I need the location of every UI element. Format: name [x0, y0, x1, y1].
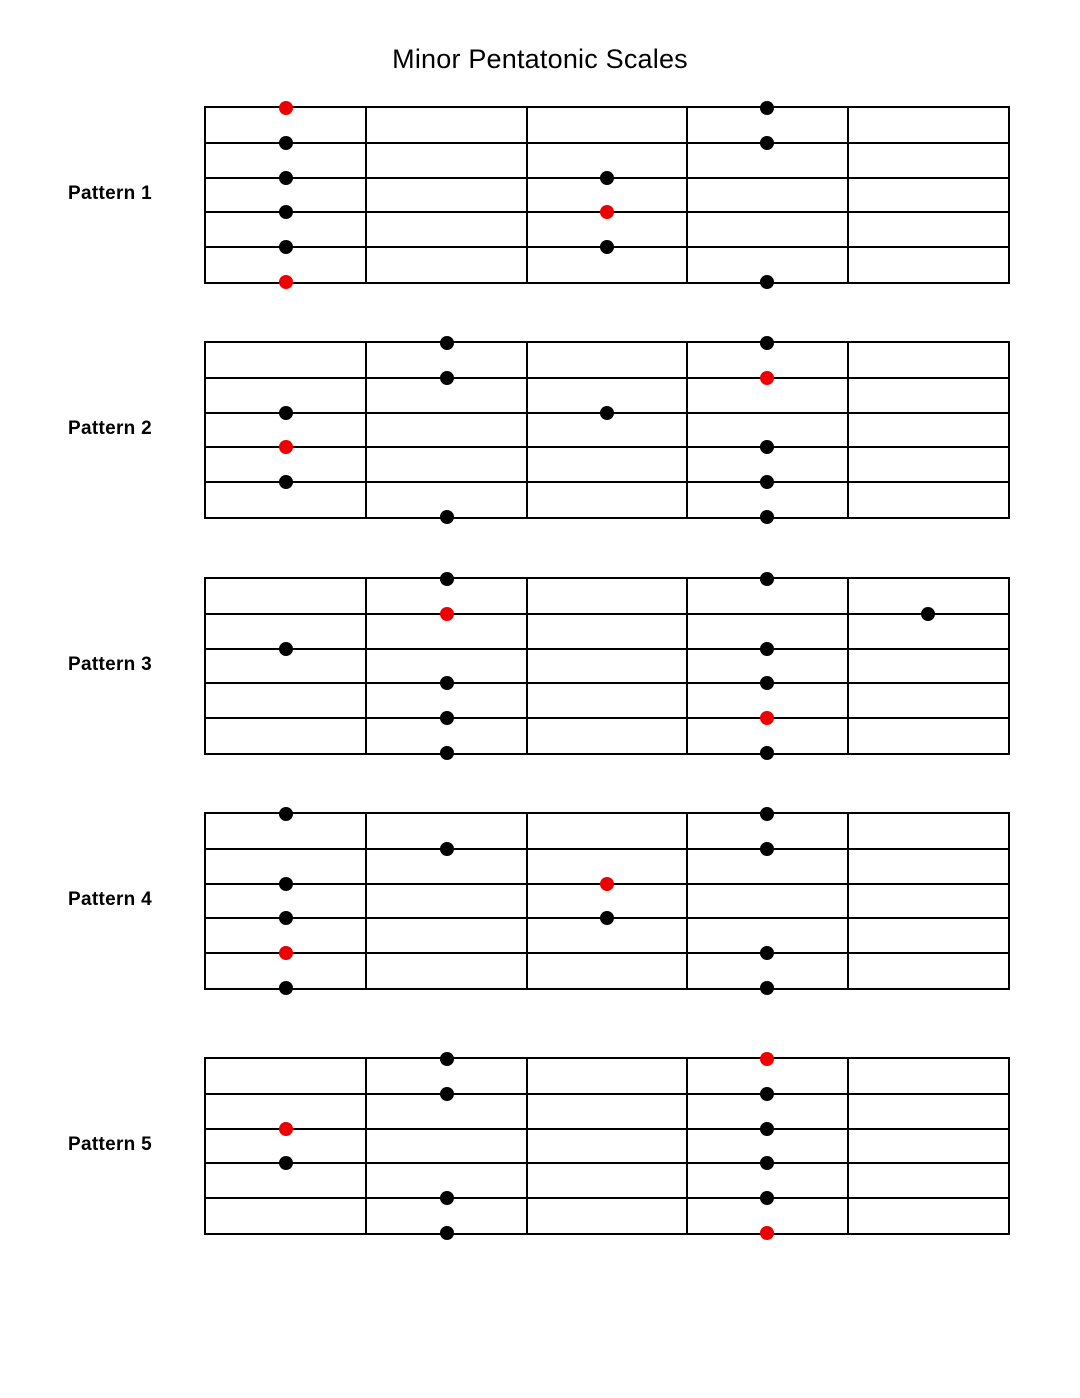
- root-note-dot: [279, 101, 293, 115]
- root-note-dot: [760, 1052, 774, 1066]
- pattern-label: Pattern 2: [68, 418, 153, 439]
- fretboard-pattern-3: [204, 577, 1010, 755]
- fret-line: [526, 108, 528, 282]
- scale-note-dot: [440, 336, 454, 350]
- fret-line: [526, 1059, 528, 1233]
- scale-note-dot: [760, 1087, 774, 1101]
- scale-note-dot: [600, 911, 614, 925]
- scale-note-dot: [440, 676, 454, 690]
- scale-note-dot: [760, 136, 774, 150]
- scale-note-dot: [760, 510, 774, 524]
- root-note-dot: [279, 440, 293, 454]
- scale-note-dot: [440, 371, 454, 385]
- fret-line: [686, 343, 688, 517]
- scale-note-dot: [440, 842, 454, 856]
- string-line: [206, 446, 1008, 448]
- scale-note-dot: [279, 877, 293, 891]
- scale-note-dot: [440, 1052, 454, 1066]
- scale-note-dot: [279, 1156, 293, 1170]
- string-line: [206, 1162, 1008, 1164]
- fretboard-pattern-2: [204, 341, 1010, 519]
- scale-note-dot: [760, 842, 774, 856]
- string-line: [206, 717, 1008, 719]
- scale-note-dot: [760, 981, 774, 995]
- scale-note-dot: [440, 1087, 454, 1101]
- scale-note-dot: [279, 911, 293, 925]
- fret-line: [526, 579, 528, 753]
- root-note-dot: [600, 205, 614, 219]
- scale-note-dot: [760, 1122, 774, 1136]
- pattern-label: Pattern 4: [68, 889, 153, 910]
- fret-line: [365, 579, 367, 753]
- root-note-dot: [279, 275, 293, 289]
- scale-note-dot: [760, 1156, 774, 1170]
- scale-note-dot: [279, 807, 293, 821]
- scale-note-dot: [760, 1191, 774, 1205]
- fret-line: [686, 108, 688, 282]
- root-note-dot: [600, 877, 614, 891]
- scale-note-dot: [279, 981, 293, 995]
- fret-line: [686, 579, 688, 753]
- scale-note-dot: [440, 510, 454, 524]
- scale-note-dot: [279, 205, 293, 219]
- root-note-dot: [440, 607, 454, 621]
- fret-line: [526, 343, 528, 517]
- root-note-dot: [279, 1122, 293, 1136]
- scale-note-dot: [440, 1226, 454, 1240]
- root-note-dot: [760, 1226, 774, 1240]
- root-note-dot: [760, 371, 774, 385]
- fret-line: [847, 579, 849, 753]
- string-line: [206, 377, 1008, 379]
- string-line: [206, 481, 1008, 483]
- scale-note-dot: [440, 1191, 454, 1205]
- scale-note-dot: [279, 171, 293, 185]
- string-line: [206, 1128, 1008, 1130]
- scale-note-dot: [760, 946, 774, 960]
- string-line: [206, 1093, 1008, 1095]
- pattern-label: Pattern 3: [68, 654, 153, 675]
- scale-note-dot: [279, 240, 293, 254]
- string-line: [206, 1197, 1008, 1199]
- scale-note-dot: [760, 336, 774, 350]
- fret-line: [847, 814, 849, 988]
- fret-line: [847, 1059, 849, 1233]
- fret-line: [686, 814, 688, 988]
- fretboard-pattern-5: [204, 1057, 1010, 1235]
- pattern-label: Pattern 1: [68, 183, 153, 204]
- string-line: [206, 682, 1008, 684]
- fretboard-pattern-1: [204, 106, 1010, 284]
- fret-line: [365, 108, 367, 282]
- scale-note-dot: [760, 475, 774, 489]
- scale-note-dot: [921, 607, 935, 621]
- scale-note-dot: [440, 711, 454, 725]
- scale-note-dot: [760, 746, 774, 760]
- string-line: [206, 952, 1008, 954]
- fret-line: [686, 1059, 688, 1233]
- pattern-label: Pattern 5: [68, 1134, 153, 1155]
- fret-line: [365, 814, 367, 988]
- fret-line: [365, 343, 367, 517]
- scale-note-dot: [760, 676, 774, 690]
- scale-note-dot: [440, 746, 454, 760]
- scale-note-dot: [279, 406, 293, 420]
- scale-note-dot: [600, 240, 614, 254]
- scale-note-dot: [440, 572, 454, 586]
- scale-note-dot: [760, 572, 774, 586]
- root-note-dot: [760, 711, 774, 725]
- fret-line: [847, 108, 849, 282]
- scale-note-dot: [600, 171, 614, 185]
- string-line: [206, 648, 1008, 650]
- string-line: [206, 848, 1008, 850]
- scale-note-dot: [760, 807, 774, 821]
- root-note-dot: [279, 946, 293, 960]
- fret-line: [365, 1059, 367, 1233]
- fretboard-pattern-4: [204, 812, 1010, 990]
- page-title: Minor Pentatonic Scales: [392, 44, 688, 75]
- scale-note-dot: [279, 475, 293, 489]
- scale-note-dot: [600, 406, 614, 420]
- scale-note-dot: [760, 275, 774, 289]
- scale-note-dot: [760, 440, 774, 454]
- scale-note-dot: [279, 642, 293, 656]
- scale-note-dot: [760, 101, 774, 115]
- fret-line: [847, 343, 849, 517]
- string-line: [206, 613, 1008, 615]
- scale-note-dot: [279, 136, 293, 150]
- string-line: [206, 142, 1008, 144]
- scale-note-dot: [760, 642, 774, 656]
- fret-line: [526, 814, 528, 988]
